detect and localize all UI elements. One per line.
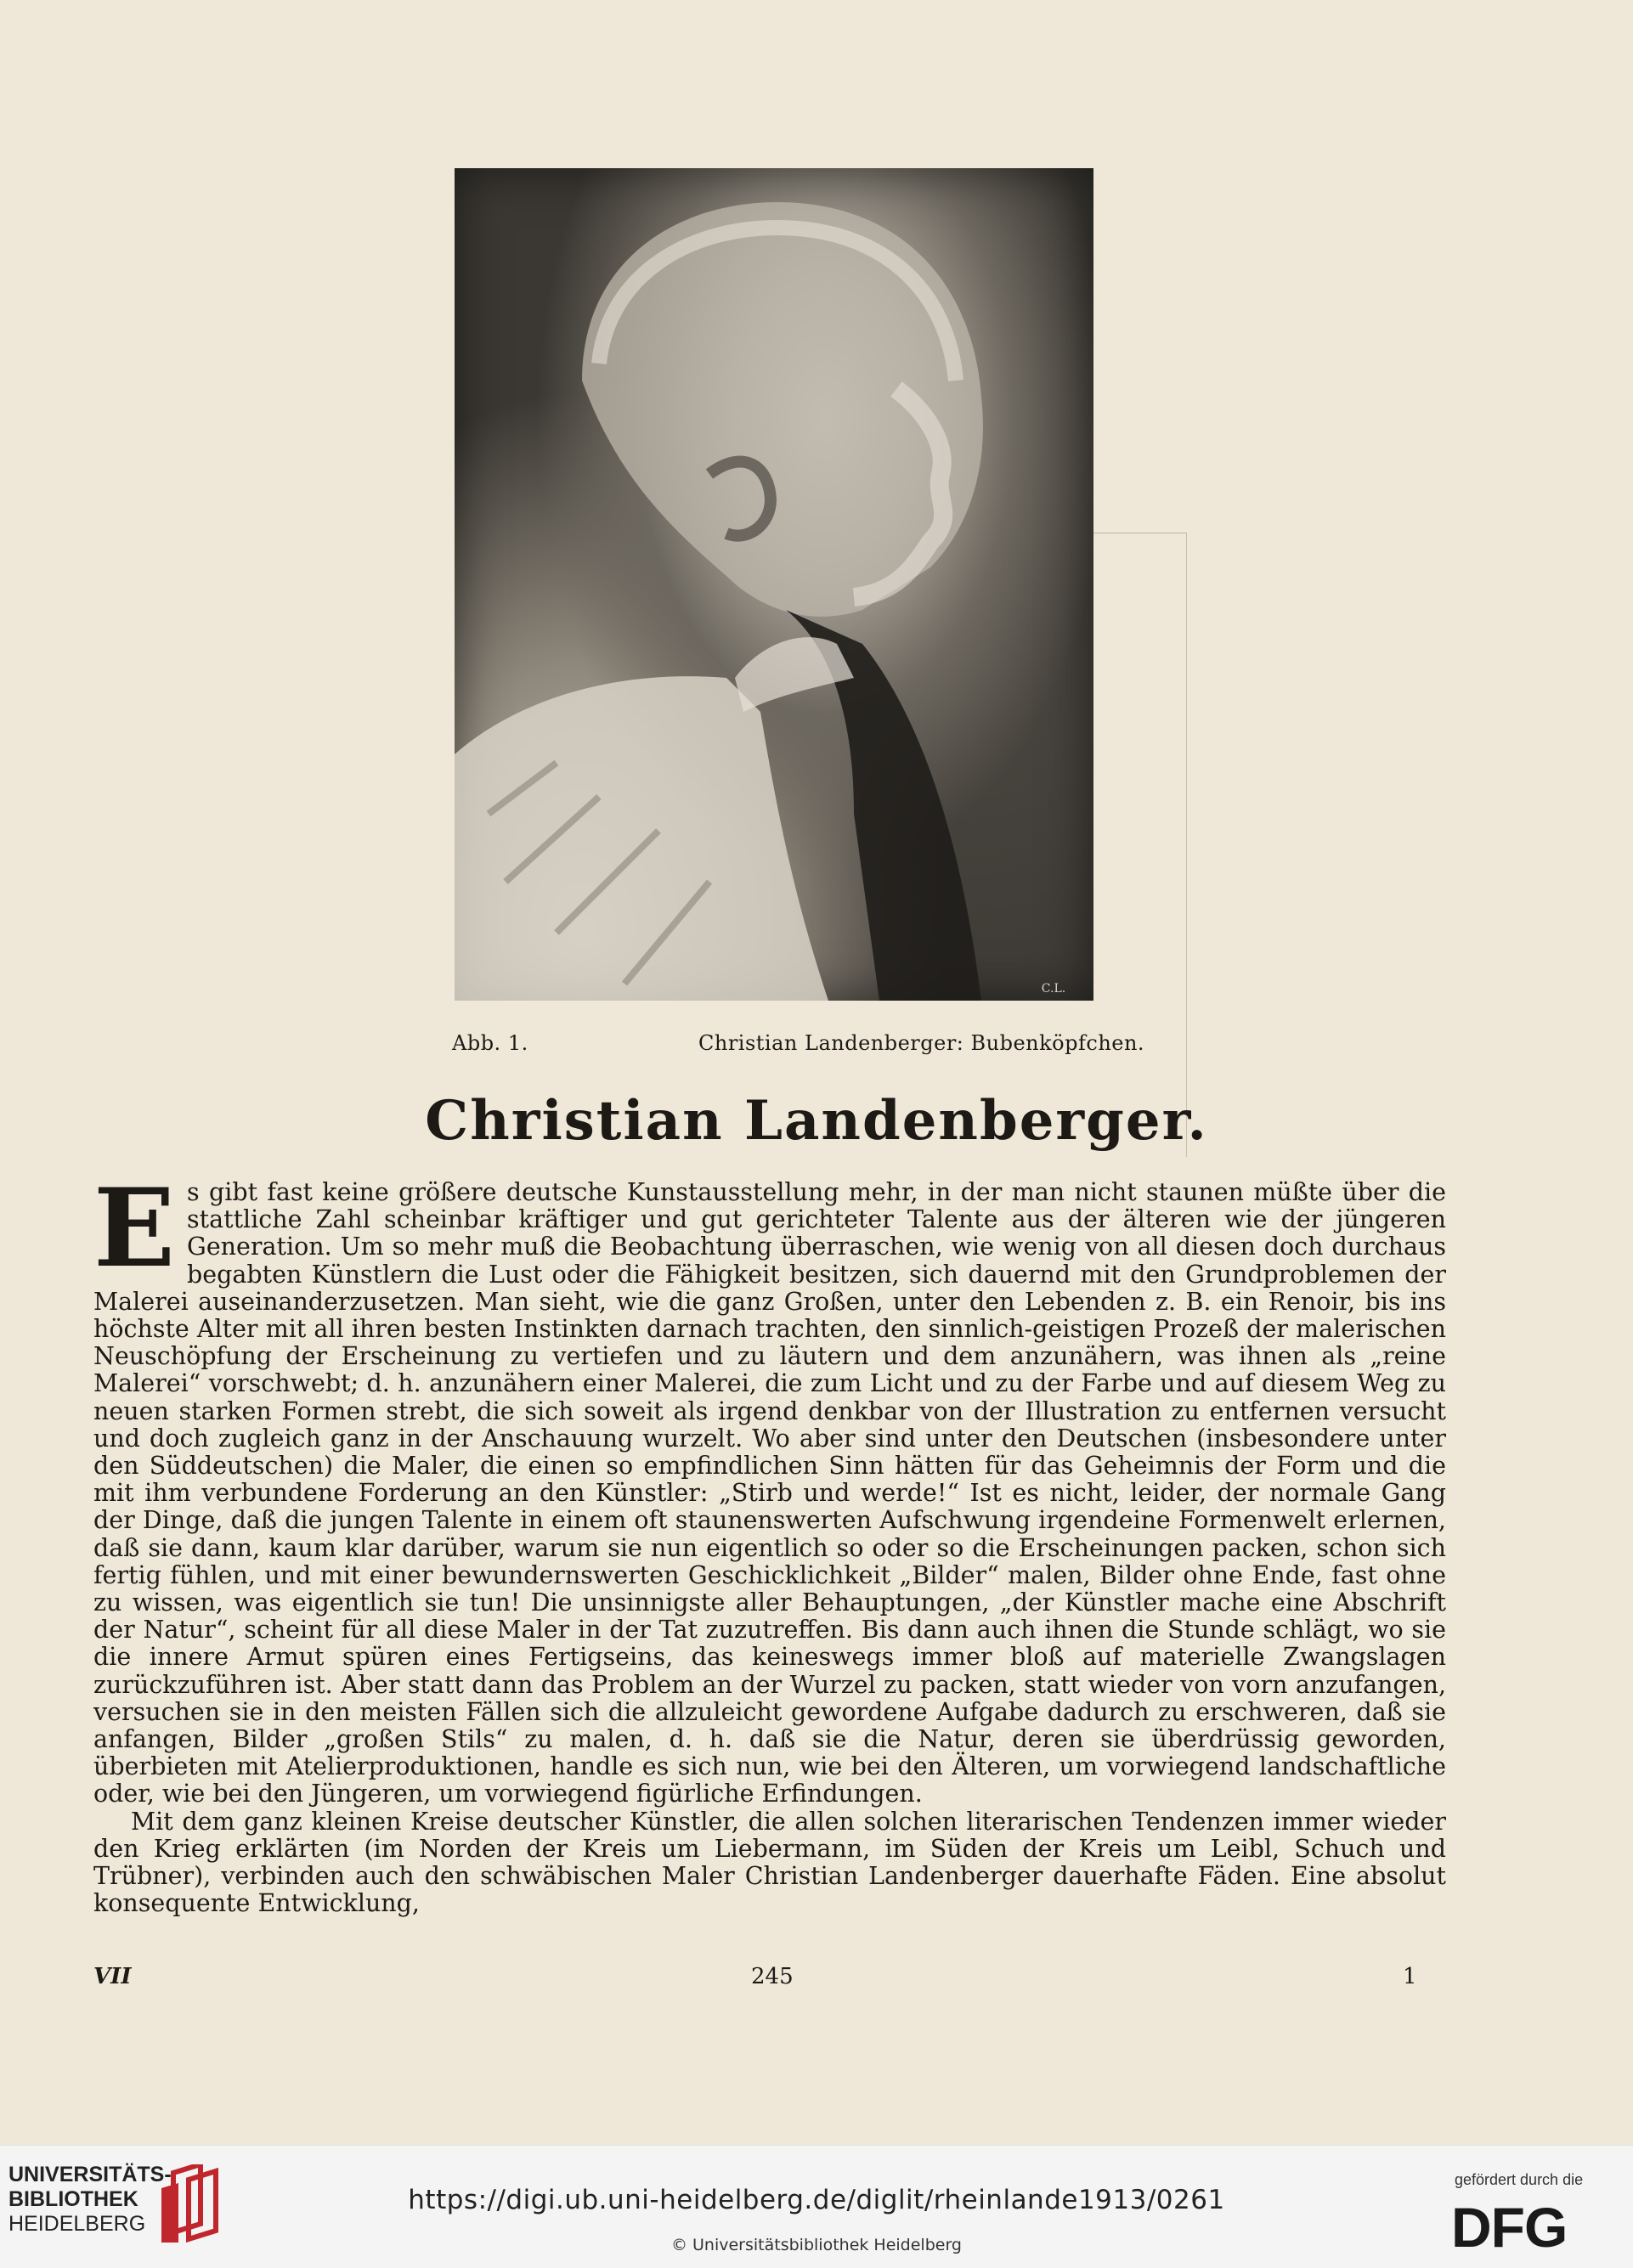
viewer-footer [0, 2145, 1633, 2268]
library-line-3: HEIDELBERG [8, 2212, 146, 2236]
page-number: 245 [751, 1964, 794, 1989]
figure-label: Abb. 1. [452, 1031, 528, 1055]
paragraph-1-text: s gibt fast keine größere deutsche Kunstausstellung mehr, in der man nicht staunen müßte über die stattliche Zahl scheinbar kräftiger und gut gerichteter Talente aus der älteren wie der jüngeren Generation. Um so mehr muß die Beobachtung überraschen, wie wenig von all diesen doch durchaus begabten Künstlern die Lust oder die Fähigkeit besitzen, sich dauernd mit den Grundproblemen der Malerei auseinanderzusetzen. Man sieht, wie die ganz Großen, unter den Lebenden z. B. ein Renoir, bis ins höchste Alter mit all ihren besten Instinkten darnach trachten, den sinnlich-geistigen Prozeß der malerischen Neuschöpfung der Erscheinung zu vertiefen und zu läutern und dem anzunähern, was ihnen als „reine Malerei“ vorschwebt; d. h. anzunähern einer Malerei, die zum Licht und zu der Farbe und auf diesem Weg zu neuen starken Formen strebt, die sich soweit als irgend denkbar von der Illustration zu entfernen versucht und doch zugleich ganz in der Anschauung wurzelt. Wo aber sind unter den Deutschen (insbesondere unter den Süddeutschen) die Maler, die einen so empfindlichen Sinn hätten für das Geheimnis der Form und die mit ihm verbundene Forderung an den Künstler: „Stirb und werde!“ Ist es nicht, leider, der normale Gang der Dinge, daß die jungen Talente in einem oft staunenswerten Aufschwung irgendeine Formenwelt erlernen, daß sie dann, kaum klar darüber, warum sie nun eigentlich so oder so die Erscheinungen packen, schon sich fertig fühlen, und mit einer bewundernswerten Geschicklichkeit „Bilder“ malen, Bilder ohne Ende, fast ohne zu wissen, was eigentlich sie tun! Die unsinnigste aller Behauptungen, „der Künstler mache eine Abschrift der Natur“, scheint für all diese Maler in der Tat zuzutreffen. Bis dann auch ihnen die Stunde schlägt, wo sie die innere Armut spüren eines Fertigseins, das keineswegs immer bloß auf materielle Zwangslagen zurückzuführen ist. Aber statt dann das Problem an der Wurzel zu packen, statt wieder von vorn anzufangen, versuchen sie in den meisten Fällen sich die allzuleicht gewordene Aufgabe dadurch zu erschweren, daß sie anfangen, Bilder „großen Stils“ zu malen, d. h. daß sie die Natur, deren sie überdrüssig geworden, überbieten mit Atelierproduktionen, handle es sich nun, wie bei den Älteren, um vorwiegend landschaftliche oder, wie bei den Jüngeren, um vorwiegend figürliche Erfindungen. [93, 1178, 1446, 1808]
library-line-2: BIBLIOTHEK [8, 2187, 138, 2211]
library-line-1: UNIVERSITÄTS- [8, 2163, 172, 2186]
sheet-number: 1 [1403, 1964, 1417, 1989]
funding-label: gefördert durch die [1455, 2171, 1584, 2188]
article-body [93, 1165, 1446, 1918]
plate-monogram: C.L. [1041, 982, 1066, 996]
permalink-url[interactable]: https://digi.ub.uni-heidelberg.de/diglit/rheinlande1913/0261 [408, 2185, 1225, 2215]
dfg-logo[interactable]: DFG [1451, 2196, 1568, 2259]
portrait-illustration [455, 168, 1093, 1001]
paragraph-1 [93, 1165, 1446, 1808]
figure-caption: Christian Landenberger: Bubenköpfchen. [698, 1031, 1145, 1055]
portrait-drawing [455, 168, 1093, 1001]
signature-mark: VII [93, 1964, 132, 1989]
copyright-notice: © Universitätsbibliothek Heidelberg [670, 2236, 962, 2254]
paragraph-2: Mit dem ganz kleinen Kreise deutscher Künstler, die allen solchen literarischen Tendenzen immer wieder den Krieg erklärten (im Norden der Kreis um Liebermann, im Süden der Kreis um Leibl, Schuch und Trübner), verbinden auch den schwäbischen Maler Christian Landenberger dauerhafte Fäden. Eine absolut konsequente Entwicklung, [93, 1807, 1446, 1918]
drop-cap: E [93, 1165, 176, 1291]
plate-edge-rule-vertical [1186, 533, 1187, 1157]
article-title: Christian Landenberger. [425, 1089, 1208, 1153]
